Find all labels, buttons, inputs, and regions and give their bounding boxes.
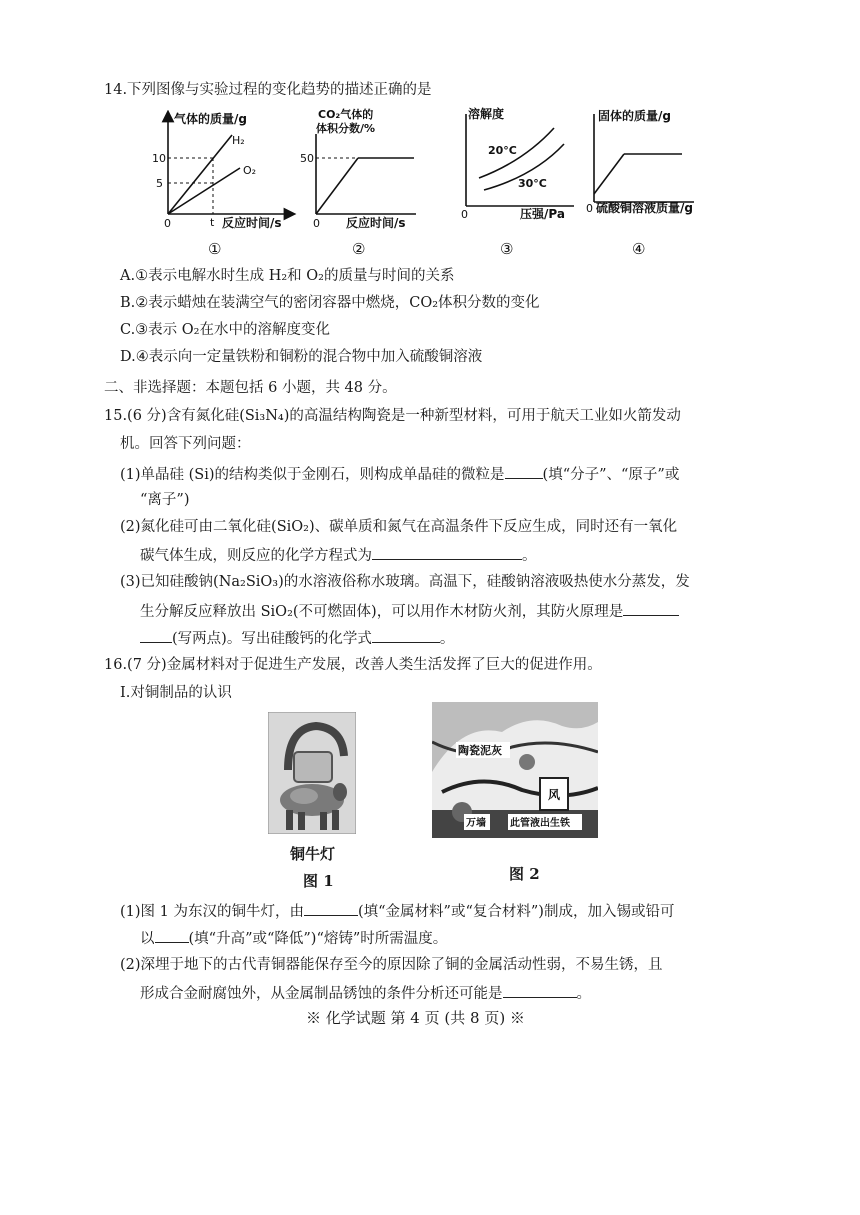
- q15-part-2-text: 碳气体生成，则反应的化学方程式为: [140, 548, 372, 564]
- q14-option-d: D.④表示向一定量铁粉和铜粉的混合物中加入硫酸铜溶液: [120, 349, 483, 365]
- graph-4-xlabel: 硫酸铜溶液质量/g: [596, 201, 693, 215]
- figure-2-label-3: 此管液出生铁: [510, 818, 570, 829]
- q16-blank-2[interactable]: [155, 927, 189, 943]
- graph-2-origin: 0: [313, 217, 320, 230]
- q15-part-2: (2)氮化硅可由二氧化硅(SiO₂)、碳单质和氮气在高温条件下反应生成，同时还有一氧化: [120, 519, 678, 535]
- q14-option-b: B.②表示蜡烛在装满空气的密闭容器中燃烧，CO₂体积分数的变化: [120, 295, 540, 311]
- graph-2-xlabel: 反应时间/s: [346, 216, 406, 230]
- graph-1: [150, 110, 300, 260]
- q16-part-1-hint-2: (填“升高”或“降低”)“熔铸”时所需温度。: [188, 931, 448, 947]
- q15-line-2: 机。回答下列问题：: [120, 436, 251, 452]
- graph-2-line-rise: [316, 158, 358, 214]
- q15-part-2-cont: [140, 544, 537, 566]
- graph-1-xlabel: 反应时间/s: [222, 216, 282, 230]
- q14-stem: 14.下列图像与实验过程的变化趋势的描述正确的是: [104, 82, 432, 98]
- q16-part-2-text: 形成合金耐腐蚀外，从金属制品锈蚀的条件分析还可能是: [140, 986, 503, 1002]
- q15-blank-2[interactable]: [372, 544, 522, 560]
- graph-1-xtick-t: t: [210, 216, 215, 229]
- q15-part-2-end: 。: [522, 548, 537, 564]
- graph-1-ytick-5: 5: [156, 177, 163, 190]
- figure-2-label-2: 万墙: [466, 818, 486, 829]
- graph-1-ytick-10: 10: [152, 152, 166, 165]
- graph-3-xlabel: 压强/Pa: [520, 207, 565, 221]
- q14-option-c: C.③表示 O₂在水中的溶解度变化: [120, 322, 330, 338]
- q16-part-2: (2)深埋于地下的古代青铜器能保存至今的原因除了铜的金属活动性弱，不易生锈，且: [120, 957, 663, 973]
- graph-4-number: ④: [632, 240, 646, 258]
- q16-blank-1[interactable]: [304, 900, 358, 916]
- q15-part-3-text: 生分解反应释放出 SiO₂(不可燃固体)，可以用作木材防火剂，其防火原理是: [140, 604, 624, 620]
- graph-3-ylabel: 溶解度: [468, 107, 505, 121]
- q16-line-1: 16.(7 分)金属材料对于促进生产发展，改善人类生活发挥了巨大的促进作用。: [104, 657, 602, 673]
- graph-2: [296, 106, 426, 260]
- page-footer: ※ 化学试题 第 4 页 (共 8 页) ※: [306, 1009, 525, 1027]
- q15-part-1-text: (1)单晶硅 (Si)的结构类似于金刚石，则构成单晶硅的微粒是: [120, 467, 505, 483]
- q15-blank-3b[interactable]: [140, 627, 172, 643]
- q15-part-3-cont-2: [140, 627, 454, 649]
- q15-part-3: (3)已知硅酸钠(Na₂SiO₃)的水溶液俗称水玻璃。高温下，硅酸钠溶液吸热使水分蒸发，发: [120, 574, 690, 590]
- graph-3-number: ③: [500, 240, 514, 258]
- graph-4-origin: 0: [586, 202, 593, 215]
- graph-1-origin: 0: [164, 217, 171, 230]
- graph-2-ylabel-1: CO₂气体的: [318, 108, 374, 121]
- q15-blank-3c[interactable]: [372, 627, 440, 643]
- figure-2-label-1: 陶瓷泥灰: [458, 744, 502, 757]
- q15-blank-1[interactable]: [505, 463, 543, 479]
- graph-1-ylabel: 气体的质量/g: [174, 112, 247, 126]
- graph-3: [454, 106, 589, 260]
- section-2-heading: 二、非选择题：本题包括 6 小题，共 48 分。: [104, 380, 397, 396]
- q16-part-1-text-2: 以: [140, 931, 155, 947]
- q16-part-2-end: 。: [576, 986, 591, 1002]
- q16-part-1: [120, 900, 674, 922]
- q15-line-1: 15.(6 分)含有氮化硅(Si₃N₄)的高温结构陶瓷是一种新型材料，可用于航天工业如火箭发动: [104, 408, 681, 424]
- graph-1-h2-line: [168, 135, 232, 214]
- graph-4: [582, 106, 722, 260]
- q16-blank-3[interactable]: [503, 982, 577, 998]
- figure-2-smelting-image: [432, 702, 598, 838]
- graph-4-ylabel: 固体的质量/g: [598, 109, 671, 123]
- q16-part-1-hint: (填“金属材料”或“复合材料”)制成，加入锡或铅可: [357, 904, 675, 920]
- figure-2-caption: 图 2: [509, 865, 540, 883]
- graph-1-number: ①: [208, 240, 222, 258]
- q15-part-3-text-2: (写两点)。写出硅酸钙的化学式: [172, 631, 372, 647]
- q15-part-1-hint: (填“分子”、“原子”或: [542, 467, 680, 483]
- q15-part-1-cont: “离子”): [140, 492, 190, 508]
- q15-part-3-cont: [140, 600, 679, 622]
- graph-3-label-20c: 20°C: [488, 144, 517, 157]
- figure-1-ox-lamp-image: [268, 712, 356, 834]
- q16-subheading: I.对铜制品的认识: [120, 685, 232, 701]
- graph-2-ytick-50: 50: [300, 152, 314, 165]
- graph-2-number: ②: [352, 240, 366, 258]
- q15-part-1: [120, 463, 679, 485]
- q16-part-2-cont: [140, 982, 591, 1004]
- graph-1-o2-label: O₂: [243, 164, 257, 177]
- q15-part-3-end: 。: [439, 631, 455, 647]
- figure-2-furnace-label: 风: [548, 788, 561, 802]
- graph-1-o2-line: [168, 168, 240, 214]
- graph-3-label-30c: 30°C: [518, 177, 547, 190]
- graph-1-h2-label: H₂: [232, 134, 245, 147]
- figure-1-label: 铜牛灯: [290, 845, 336, 863]
- q16-part-1-cont: [140, 927, 447, 949]
- q15-blank-3a[interactable]: [623, 600, 679, 616]
- graph-4-line-rise: [594, 154, 624, 194]
- q14-option-a: A.①表示电解水时生成 H₂和 O₂的质量与时间的关系: [120, 268, 455, 284]
- graph-2-ylabel-2: 体积分数/%: [316, 122, 376, 135]
- figure-1-caption: 图 1: [303, 872, 334, 890]
- q16-part-1-text: (1)图 1 为东汉的铜牛灯，由: [120, 904, 304, 920]
- graph-3-origin: 0: [461, 208, 468, 221]
